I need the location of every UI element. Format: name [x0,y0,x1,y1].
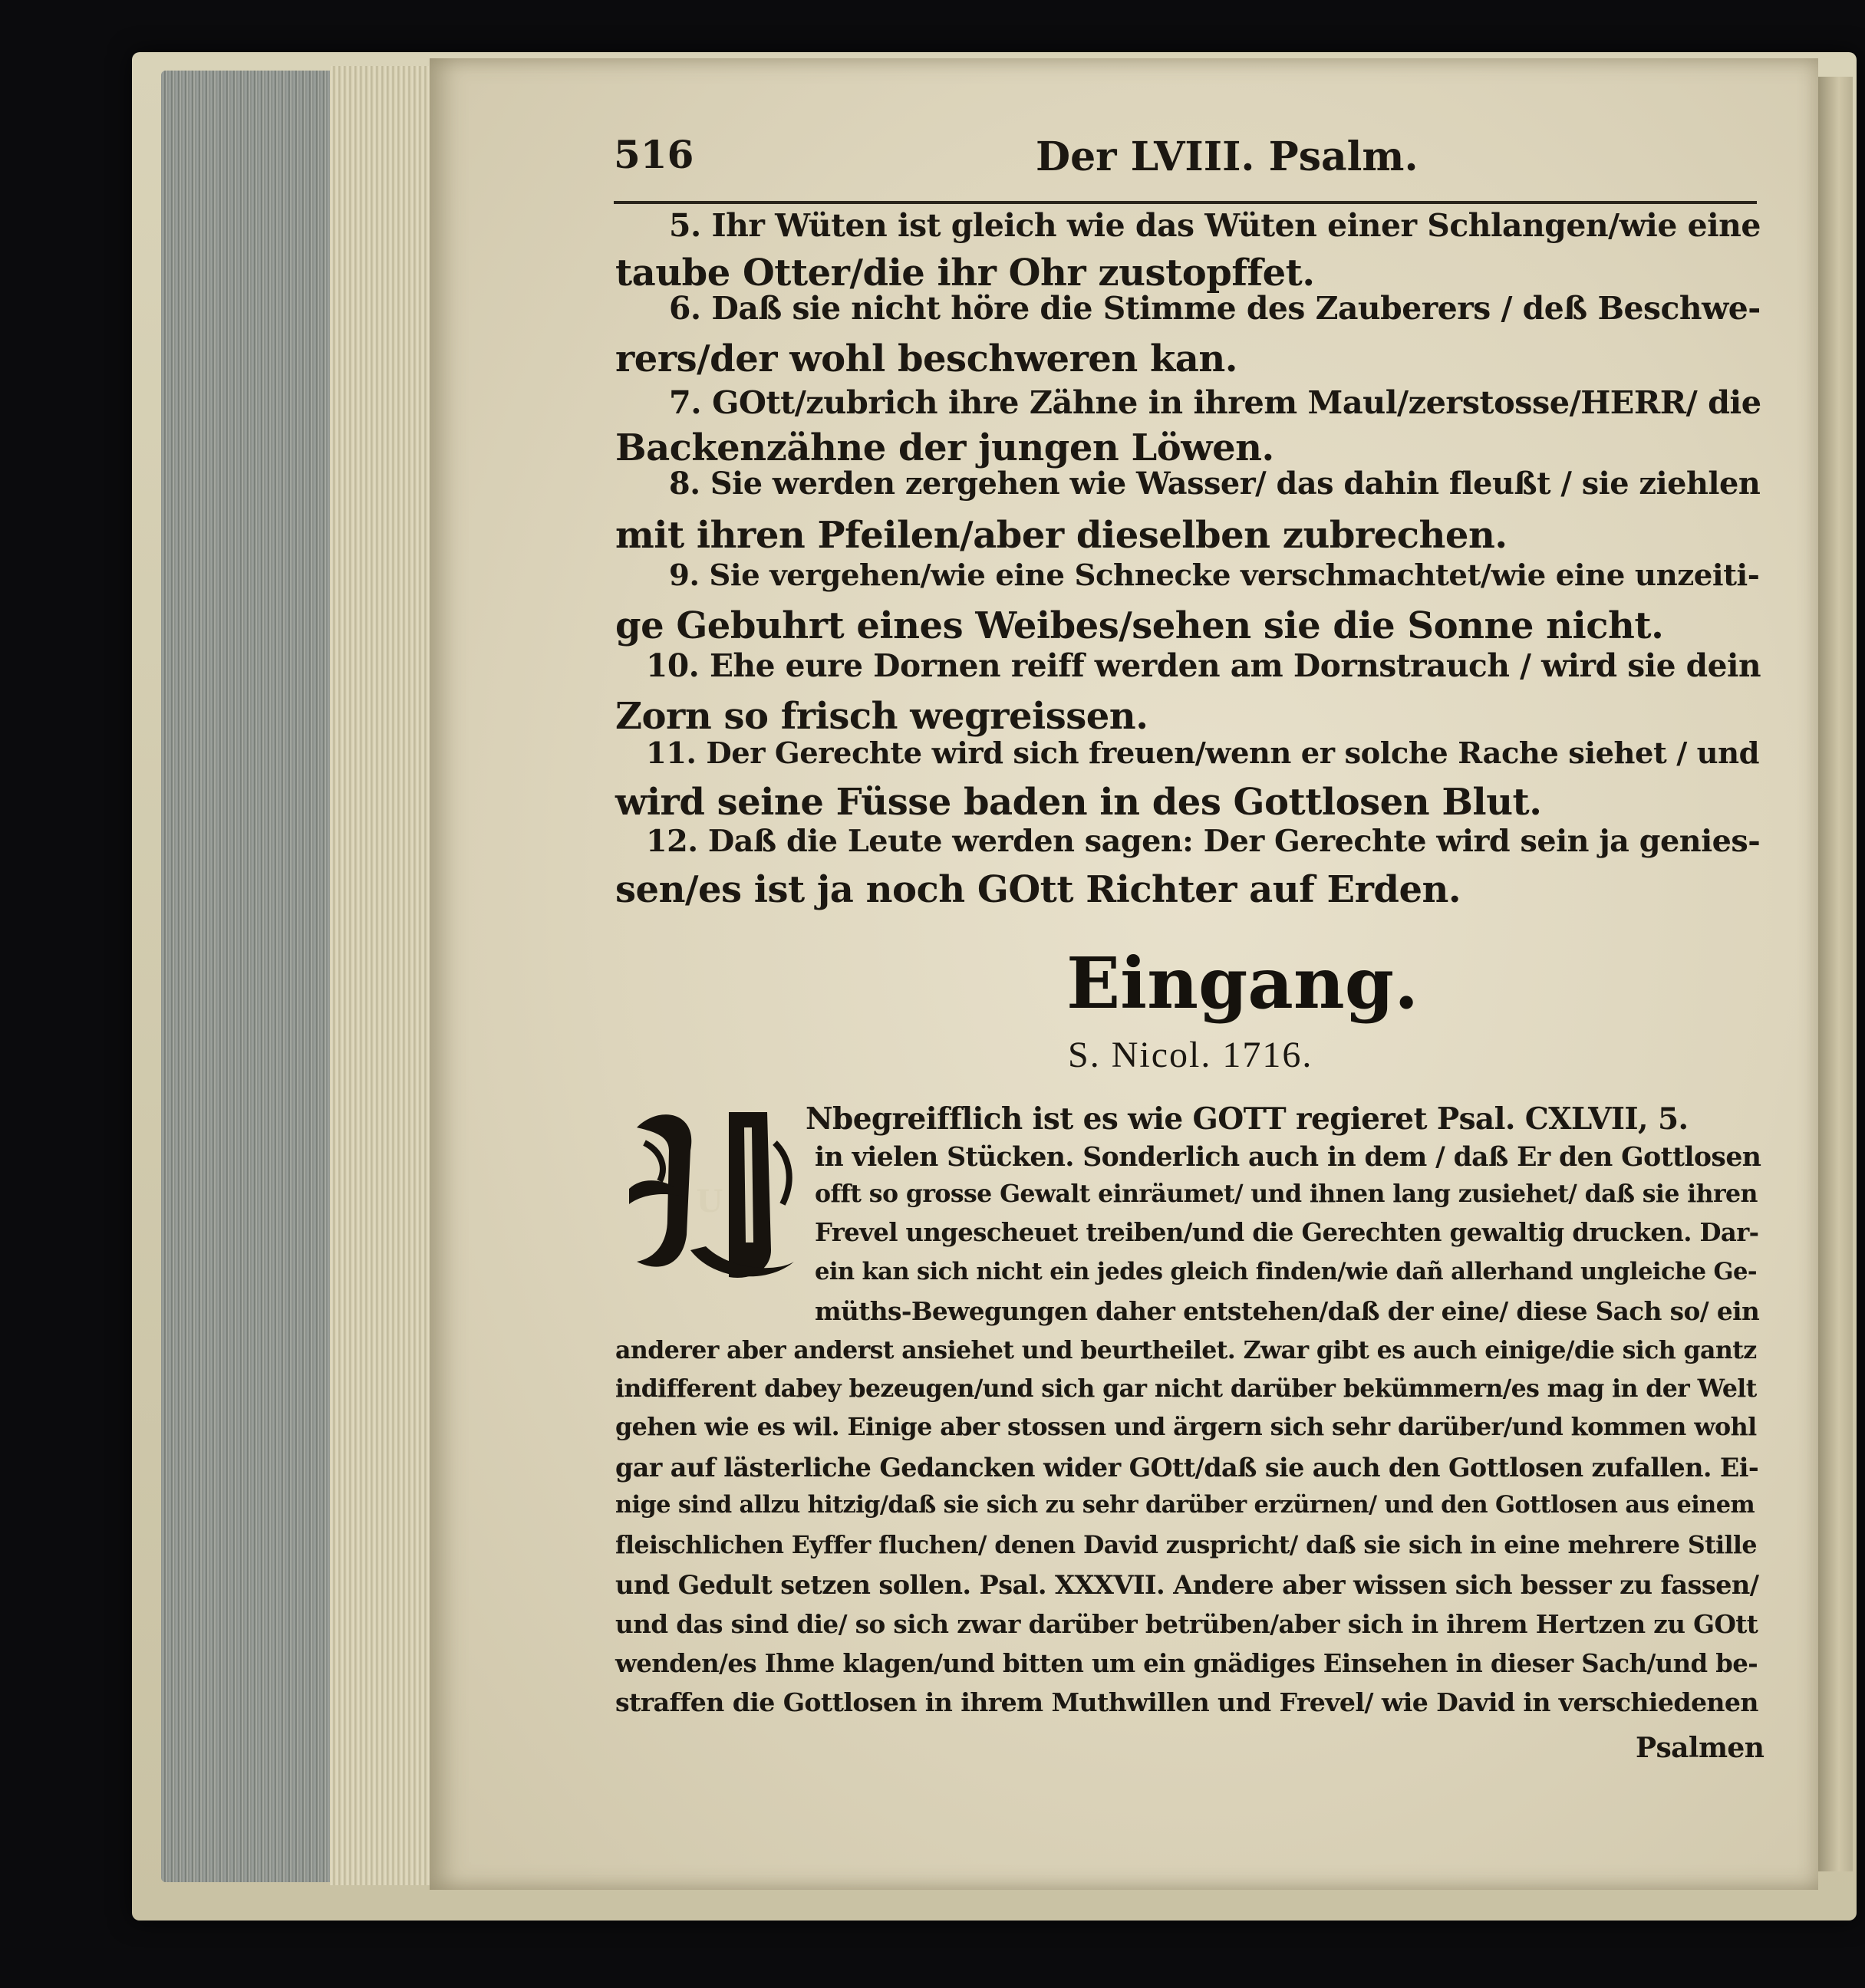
verse-line: rers/der wohl beschweren kan. [615,337,1237,380]
body-line: Nbegreifflich ist es wie GOTT regieret Psal. CXLVII, 5. [806,1101,1689,1137]
facing-page-edge [1818,77,1853,1871]
running-title: Der LVIII. Psalm. [1036,133,1419,180]
body-line: müths-Bewegungen daher entstehen/daß der eine/ diese Sach so/ ein [815,1296,1760,1326]
verse-line: mit ihren Pfeilen/aber dieselben zubrechen. [615,514,1507,557]
verse-line: 6. Daß sie nicht höre die Stimme des Zauberers / deß Beschwe- [669,290,1761,327]
verse-line: 7. GOtt/zubrich ihre Zähne in ihrem Maul/zerstosse/HERR/ die [669,383,1761,421]
page-number: 516 [614,132,694,177]
body-line: Frevel ungescheuet treiben/und die Gerechten gewaltig drucken. Dar- [815,1218,1759,1247]
verse-line: 9. Sie vergehen/wie eine Schnecke verschmachtet/wie eine unzeiti- [669,558,1760,593]
verse-line: 5. Ihr Wüten ist gleich wie das Wüten einer Schlangen/wie eine [669,207,1761,244]
verse-line: taube Otter/die ihr Ohr zustopffet. [615,252,1315,295]
verse-line: Zorn so frisch wegreissen. [615,695,1148,738]
verse-line: Backenzähne der jungen Löwen. [615,426,1274,469]
body-line: ein kan sich nicht ein jedes gleich finden/wie dañ allerhand ungleiche Ge- [815,1258,1757,1285]
verse-line: sen/es ist ja noch GOtt Richter auf Erden. [615,868,1461,911]
header-rule [614,201,1757,204]
decorated-initial-letter [614,1097,806,1289]
body-line: offt so grosse Gewalt einräumet/ und ihnen lang zusiehet/ daß sie ihren [815,1180,1758,1208]
body-line: nige sind allzu hitzig/daß sie sich zu sehr darüber erzürnen/ und den Gottlosen aus einem [615,1491,1755,1519]
section-title: Eingang. [1066,942,1419,1025]
body-line: straffen die Gottlosen in ihrem Muthwillen und Frevel/ wie David in verschiedenen [615,1687,1758,1717]
catchword: Psalmen [1636,1732,1765,1764]
body-line: in vielen Stücken. Sonderlich auch in dem / daß Er den Gottlosen [815,1141,1761,1173]
page-block-edges-inner [330,66,437,1885]
initial-letter-glyph: U [696,1183,723,1219]
body-line: wenden/es Ihme klagen/und bitten um ein gnädiges Einsehen in dieser Sach/und be- [615,1649,1758,1678]
body-line: fleischlichen Eyffer fluchen/ denen David zuspricht/ daß sie sich in eine mehrere Stille [615,1531,1757,1559]
body-line: gehen wie es wil. Einige aber stossen und ärgern sich sehr darüber/und kommen wohl [615,1413,1757,1441]
verse-line: 12. Daß die Leute werden sagen: Der Gerechte wird sein ja genies- [646,824,1761,859]
body-line: anderer aber anderst ansiehet und beurtheilet. Zwar gibt es auch einige/die sich gantz [615,1336,1757,1364]
body-line: indifferent dabey bezeugen/und sich gar nicht darüber bekümmern/es mag in der Welt [615,1374,1757,1403]
verse-line: wird seine Füsse baden in des Gottlosen Blut. [615,781,1542,824]
body-line: gar auf lästerliche Gedancken wider GOtt/daß sie auch den Gottlosen zufallen. Ei- [615,1453,1759,1483]
body-line: und das sind die/ so sich zwar darüber betrüben/aber sich in ihrem Hertzen zu GOtt [615,1609,1758,1639]
body-line: und Gedult setzen sollen. Psal. XXXVII. Andere aber wissen sich besser zu fassen/ [615,1569,1759,1600]
section-subtitle: S. Nicol. 1716. [1068,1035,1313,1075]
verse-line: 8. Sie werden zergehen wie Wasser/ das dahin fleußt / sie ziehlen [669,466,1761,502]
verse-line: 11. Der Gerechte wird sich freuen/wenn er solche Rache siehet / und [646,736,1760,771]
verse-line: 10. Ehe eure Dornen reiff werden am Dornstrauch / wird sie dein [646,647,1761,684]
verse-line: ge Gebuhrt eines Weibes/sehen sie die Sonne nicht. [615,604,1664,647]
